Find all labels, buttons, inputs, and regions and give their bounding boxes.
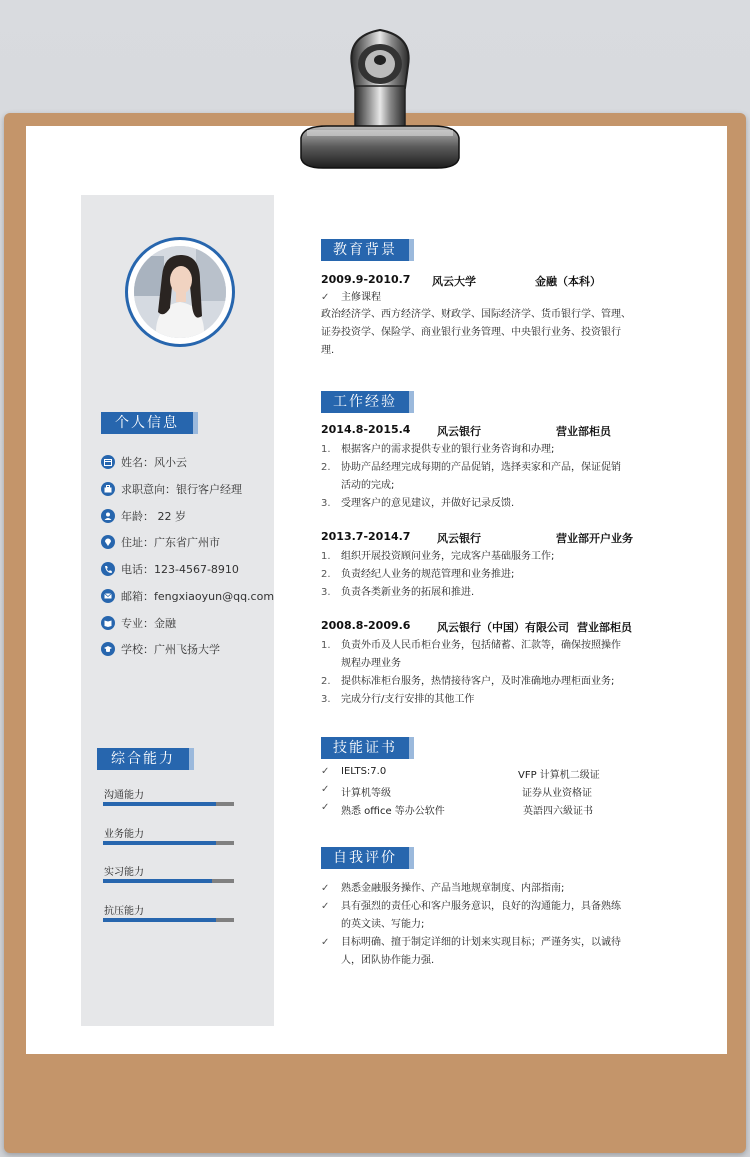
ability-label: 抗压能力 bbox=[104, 906, 144, 917]
job-role: 营业部柜员 bbox=[556, 425, 611, 438]
info-label: 邮箱：fengxiaoyun@qq.com bbox=[121, 590, 275, 603]
ability-bar bbox=[103, 879, 234, 883]
duty-line: 负责外币及人民币柜台业务，包括储蓄、汇款等，确保按照操作 bbox=[341, 640, 621, 651]
info-row bbox=[101, 640, 220, 658]
duty-line: 负责经纪人业务的规范管理和业务推进; bbox=[341, 569, 515, 580]
calendar-icon bbox=[101, 455, 115, 469]
duty-line: 规程办理业务 bbox=[341, 658, 401, 669]
duty-line: 根据客户的需求提供专业的银行业务咨询和办理; bbox=[341, 444, 555, 455]
certificate-label: 英語四六級证书 bbox=[523, 806, 593, 817]
check-icon: ✓ bbox=[321, 784, 330, 795]
job-duty bbox=[321, 548, 641, 566]
self-eval-title: 自我评价 bbox=[321, 847, 409, 869]
duty-number: 1. bbox=[321, 551, 331, 562]
job-period: 2008.8-2009.6 bbox=[321, 619, 411, 632]
job-duty bbox=[321, 637, 641, 673]
duty-number: 2. bbox=[321, 676, 331, 687]
person-icon bbox=[101, 509, 115, 523]
duty-number: 1. bbox=[321, 640, 331, 651]
job-duties bbox=[321, 441, 641, 513]
skill-item bbox=[321, 802, 445, 817]
check-icon: ✓ bbox=[321, 937, 330, 948]
info-row bbox=[101, 560, 239, 578]
self-eval-item bbox=[321, 934, 641, 970]
self-eval-item bbox=[321, 880, 641, 898]
ability-bar-fill bbox=[103, 841, 216, 845]
education-period: 2009.9-2010.7 bbox=[321, 273, 411, 286]
job-duties bbox=[321, 637, 641, 709]
check-icon: ✓ bbox=[321, 883, 330, 894]
job-duty bbox=[321, 691, 641, 709]
duty-line: 提供标准柜台服务，热情接待客户，及时准确地办理柜面业务; bbox=[341, 676, 615, 687]
ability-bar bbox=[103, 841, 234, 845]
self-eval-line: 具有强烈的责任心和客户服务意识，良好的沟通能力，具备熟练 bbox=[341, 901, 621, 912]
duty-number: 2. bbox=[321, 462, 331, 473]
job-role: 营业部柜员 bbox=[577, 621, 632, 634]
job-period: 2013.7-2014.7 bbox=[321, 530, 411, 543]
check-icon: ✓ bbox=[321, 292, 330, 303]
duty-line: 活动的完成; bbox=[341, 480, 395, 491]
duty-line: 受理客户的意见建议，并做好记录反馈. bbox=[341, 498, 515, 509]
self-eval-line: 熟悉金融服务操作、产品当地规章制度、内部指南; bbox=[341, 883, 565, 894]
duty-line: 负责各类新业务的拓展和推进. bbox=[341, 587, 475, 598]
info-row bbox=[101, 480, 242, 498]
courses-label: 主修课程 bbox=[341, 292, 381, 303]
check-icon: ✓ bbox=[321, 901, 330, 912]
self-eval-line: 目标明确、擅于制定详细的计划来实现目标；严谨务实，以诚待 bbox=[341, 937, 621, 948]
personal-info-title: 个人信息 bbox=[101, 412, 193, 434]
self-eval-list bbox=[321, 880, 641, 970]
book-icon bbox=[101, 616, 115, 630]
self-eval-line: 的英文读、写能力; bbox=[341, 919, 425, 930]
courses-line: 政治经济学、西方经济学、财政学、国际经济学、货币银行学、管理、 bbox=[321, 309, 631, 320]
ability-bar bbox=[103, 802, 234, 806]
duty-number: 2. bbox=[321, 569, 331, 580]
job-duty bbox=[321, 441, 641, 459]
info-label: 专业：金融 bbox=[121, 617, 176, 630]
check-icon: ✓ bbox=[321, 766, 330, 777]
ability-label: 实习能力 bbox=[104, 867, 144, 878]
avatar bbox=[125, 237, 235, 347]
education-title: 教育背景 bbox=[321, 239, 409, 261]
ability-title: 综合能力 bbox=[97, 748, 189, 770]
info-row bbox=[101, 507, 186, 525]
certificate-label: 证券从业资格证 bbox=[522, 788, 592, 799]
info-label: 求职意向：银行客户经理 bbox=[121, 483, 242, 496]
ability-bar-fill bbox=[103, 879, 212, 883]
skill-item bbox=[321, 766, 386, 777]
skills-title: 技能证书 bbox=[321, 737, 409, 759]
info-row bbox=[101, 533, 220, 551]
briefcase-icon bbox=[101, 482, 115, 496]
job-company: 风云银行 bbox=[437, 425, 481, 438]
ability-bar-fill bbox=[103, 918, 216, 922]
skill-label: IELTS:7.0 bbox=[341, 766, 387, 777]
job-duty bbox=[321, 673, 641, 691]
ability-bar-fill bbox=[103, 802, 216, 806]
courses-text bbox=[321, 306, 631, 360]
job-period: 2014.8-2015.4 bbox=[321, 423, 411, 436]
info-label: 姓名：风小云 bbox=[121, 456, 187, 469]
duty-number: 1. bbox=[321, 444, 331, 455]
job-duty bbox=[321, 495, 641, 513]
binder-clip-icon bbox=[297, 26, 463, 170]
info-row bbox=[101, 614, 176, 632]
graduation-cap-icon bbox=[101, 642, 115, 656]
info-label: 学校：广州飞扬大学 bbox=[121, 643, 220, 656]
info-row bbox=[101, 587, 274, 605]
certificate-label: VFP 计算机二级证 bbox=[518, 770, 600, 781]
duty-line: 协助产品经理完成每期的产品促销，选择卖家和产品，保证促销 bbox=[341, 462, 621, 473]
job-duty bbox=[321, 584, 641, 602]
ability-label: 业务能力 bbox=[104, 829, 144, 840]
job-duty bbox=[321, 566, 641, 584]
info-label: 住址：广东省广州市 bbox=[121, 536, 220, 549]
job-role: 营业部开户业务 bbox=[556, 532, 633, 545]
duty-number: 3. bbox=[321, 694, 331, 705]
skill-label: 熟悉 office 等办公软件 bbox=[341, 806, 445, 817]
job-duty bbox=[321, 459, 641, 495]
ability-bar bbox=[103, 918, 234, 922]
duty-number: 3. bbox=[321, 498, 331, 509]
job-company: 风云银行 bbox=[437, 532, 481, 545]
self-eval-line: 人，团队协作能力强. bbox=[341, 955, 435, 966]
mail-icon bbox=[101, 589, 115, 603]
ability-label: 沟通能力 bbox=[104, 790, 144, 801]
education-school: 风云大学 bbox=[432, 275, 476, 288]
duty-line: 完成分行/支行安排的其他工作 bbox=[341, 694, 475, 705]
skill-item bbox=[321, 784, 391, 799]
courses-line: 证券投资学、保险学、商业银行业务管理、中央银行业务、投资银行 bbox=[321, 327, 621, 338]
skill-label: 计算机等级 bbox=[341, 788, 391, 799]
info-row bbox=[101, 453, 187, 471]
check-icon: ✓ bbox=[321, 802, 330, 813]
self-eval-item bbox=[321, 898, 641, 934]
work-title: 工作经验 bbox=[321, 391, 409, 413]
job-company: 风云银行（中国）有限公司 bbox=[437, 621, 569, 634]
job-duties bbox=[321, 548, 641, 602]
duty-number: 3. bbox=[321, 587, 331, 598]
info-label: 电话：123-4567-8910 bbox=[121, 563, 239, 576]
location-icon bbox=[101, 535, 115, 549]
education-degree: 金融（本科） bbox=[535, 275, 601, 288]
courses-line: 理. bbox=[321, 345, 335, 356]
info-label: 年龄： 22 岁 bbox=[121, 510, 186, 523]
phone-icon bbox=[101, 562, 115, 576]
duty-line: 组织开展投资顾问业务，完成客户基础服务工作; bbox=[341, 551, 555, 562]
courses-label-row bbox=[321, 289, 381, 307]
